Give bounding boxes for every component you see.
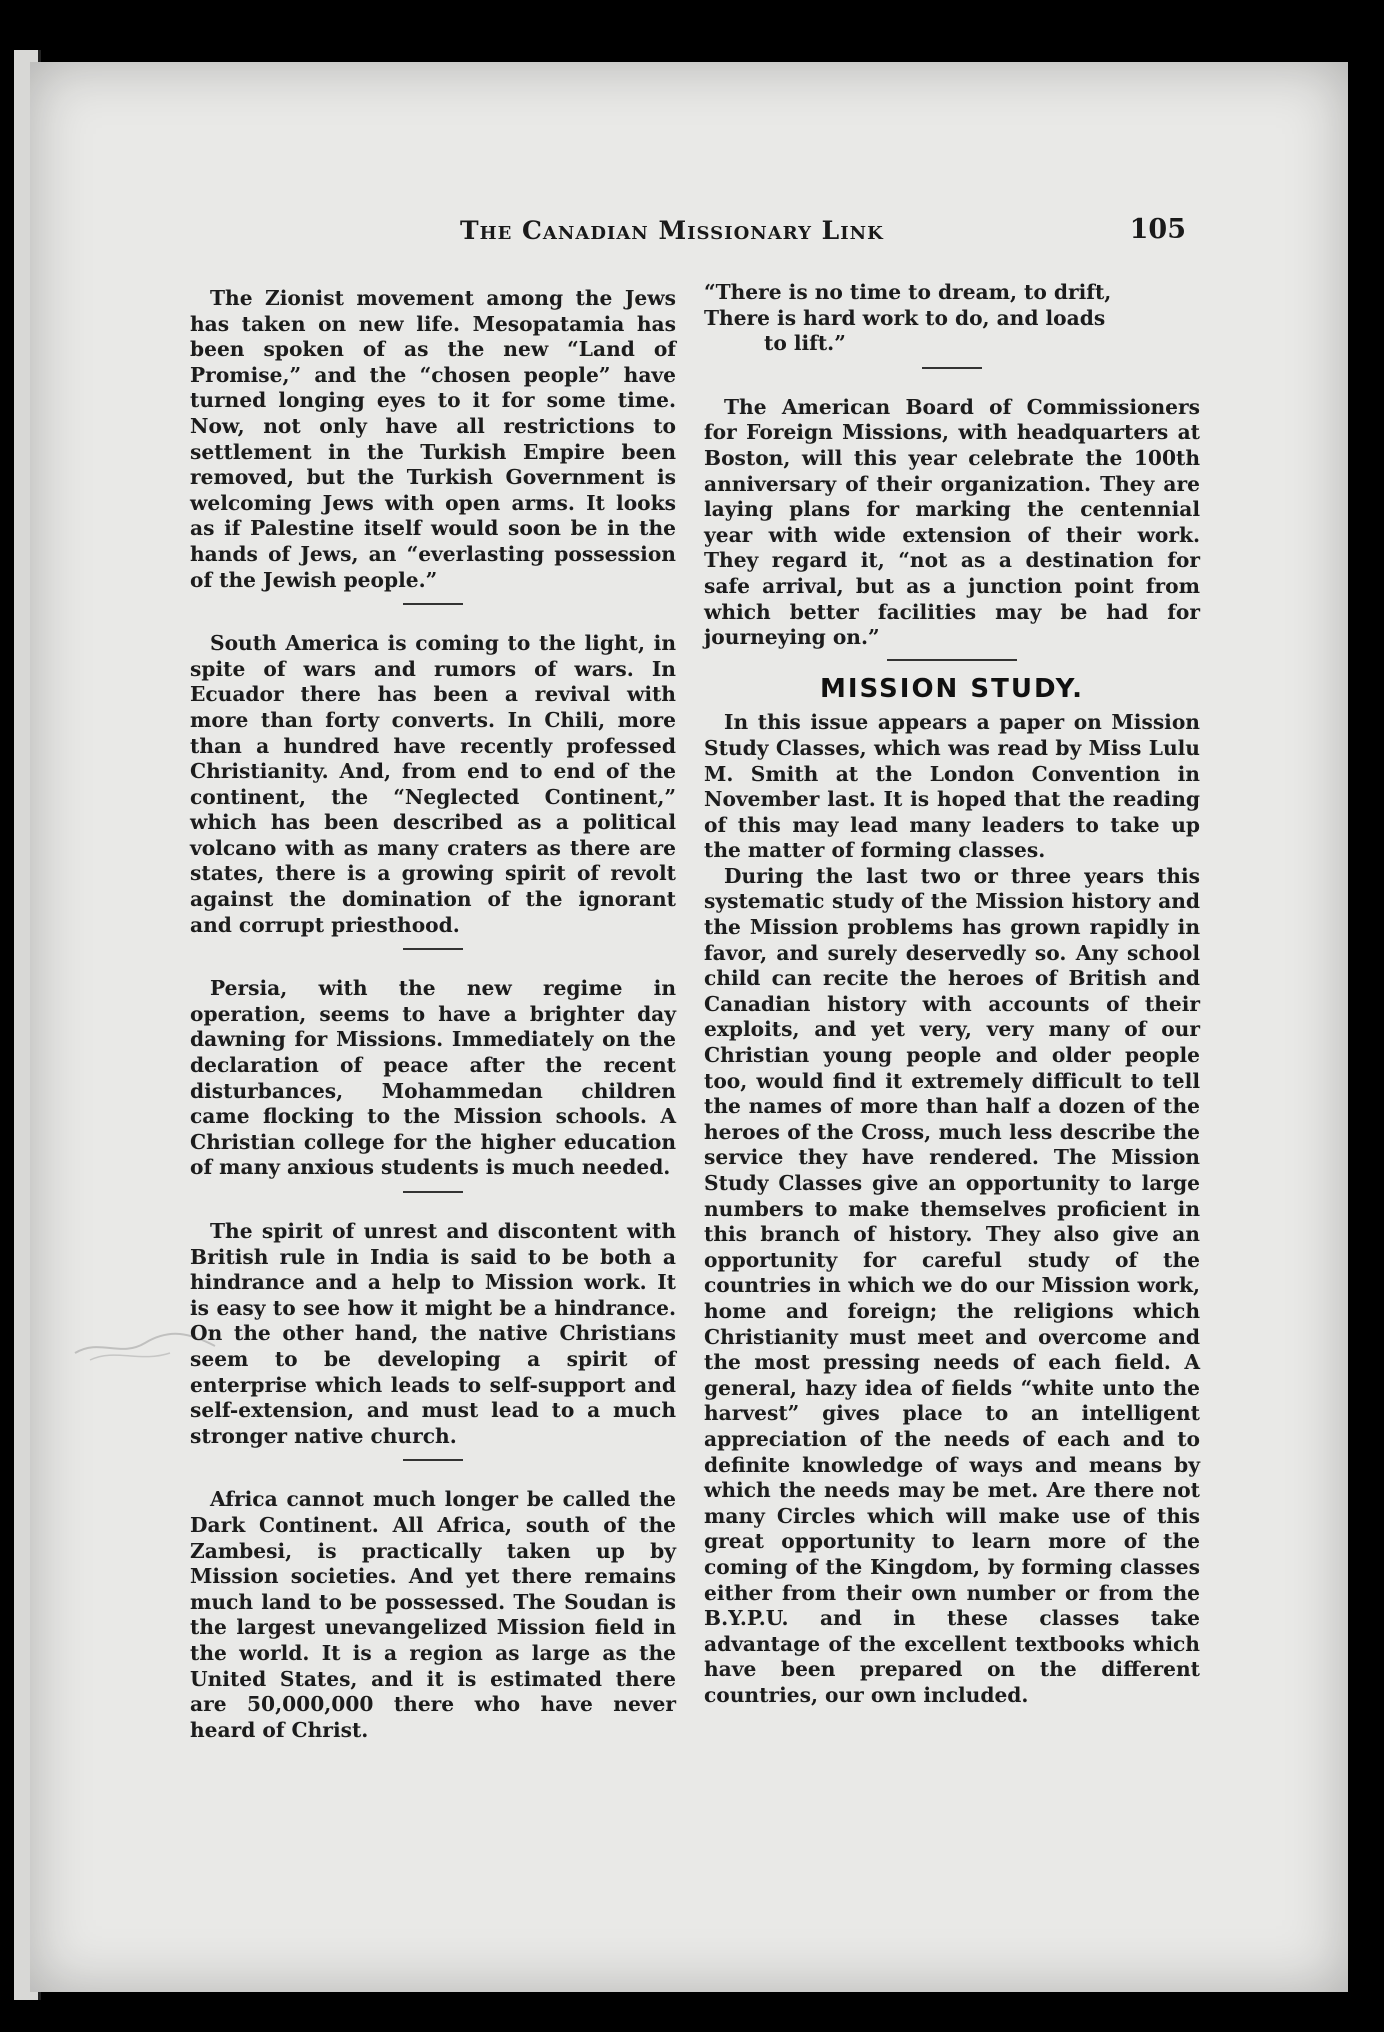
divider-rule — [403, 1459, 463, 1461]
article-american-board: The American Board of Commissioners for Foreign Missions, with headquarters at Boston, will this year celebrate the 100th anniversary of their organization. They are laying plans for marking the centennial year with wide extension of their work. They regard it, “not as a destination for safe arrival, but as a junction point from which better facilities may be had for journeying on.” — [704, 394, 1200, 650]
divider-rule — [887, 659, 1017, 661]
divider-rule — [403, 603, 463, 605]
article-persia: Persia, with the new regime in operation, seems to have a brighter day dawning for Missions. Immediately on the declaration of peace after the recent disturbances, Mohammedan children came flocking to the Mission schools. A Christian college for the higher education of many anxious students is much needed. — [190, 976, 676, 1180]
divider-rule — [403, 1191, 463, 1193]
section-heading: MISSION STUDY. — [819, 673, 1085, 704]
poem-line: to lift.” — [764, 331, 846, 356]
article-africa: Africa cannot much longer be called the Dark Continent. All Africa, south of the Zambesi, is practically taken up by Mission societies. And yet there remains much land to be possessed. The Soudan is the largest unevangelized Mission field in the world. It is a region as large as the United States, and it is estimated there are 50,000,000 there who have never heard of Christ. — [190, 1487, 676, 1742]
page-number: 105 — [1129, 214, 1186, 245]
running-title: The Canadian Missionary Link — [460, 216, 884, 245]
right-column — [704, 280, 1200, 1708]
page-header — [460, 216, 1200, 256]
poem-line: “There is no time to dream, to drift, — [704, 280, 1112, 304]
article-india: The spirit of unrest and discontent with British rule in India is said to be both a hindrance and a help to Mission work. It is easy to see how it might be a hindrance. On the other hand, the native Christians seem to be developing a spirit of enterprise which leads to self-support and self-extension, and must lead to a much stronger native church. — [190, 1219, 676, 1448]
article-south-america: South America is coming to the light, in spite of wars and rumors of wars. In Ecuador there has been a revival with more than forty converts. In Chili, more than a hundred have recently professed Christianity. And, from end to end of the continent, the “Neglected Continent,” which has been described as a political volcano with as many craters as there are states, there is a growing spirit of revolt against the domination of the ignorant and corrupt priesthood. — [190, 631, 676, 937]
mission-study-intro: In this issue appears a paper on Mission Study Classes, which was read by Miss Lulu M. Smith at the London Convention in November last. It is hoped that the reading of this may lead many leaders to take up the matter of forming classes. — [704, 710, 1200, 863]
mission-study-body: During the last two or three years this systematic study of the Mission history and the Mission problems has grown rapidly in favor, and surely deservedly so. Any school child can recite the heroes of British and Canadian history with accounts of their exploits, and yet very, very many of our Christian young people and older people too, would find it extremely difficult to tell the names of more than half a dozen of the heroes of the Cross, much less describe the service they have rendered. The Mission Study Classes give an opportunity to large numbers to make themselves proficient in this branch of history. They also give an opportunity for careful study of the countries in which we do our Mission work, home and foreign; the religions which Christianity must meet and overcome and the most pressing needs of each field. A general, hazy idea of fields “white unto the harvest” gives place to an intelligent appreciation of the needs of each and to definite knowledge of ways and means by which the needs may be met. Are there not many Circles which will make use of this great opportunity to learn more of the coming of the Kingdom, by forming classes either from their own number or from the B.Y.P.U. and in these classes take advantage of the excellent textbooks which have been prepared on the different countries, our own included. — [704, 863, 1200, 1707]
divider-rule — [403, 948, 463, 950]
divider-rule — [922, 367, 982, 369]
left-column — [190, 286, 676, 1743]
article-zionist: The Zionist movement among the Jews has taken on new life. Mesopatamia has been spoken of as the new “Land of Promise,” and the “chosen people” have turned longing eyes to it for some time. Now, not only have all restrictions to settlement in the Turkish Empire been removed, but the Turkish Government is welcoming Jews with open arms. It looks as if Palestine itself would soon be in the hands of Jews, an “everlasting possession of the Jewish people.” — [190, 286, 676, 592]
poem-line: There is hard work to do, and loads — [704, 305, 1106, 330]
poem-quote — [704, 280, 1200, 357]
